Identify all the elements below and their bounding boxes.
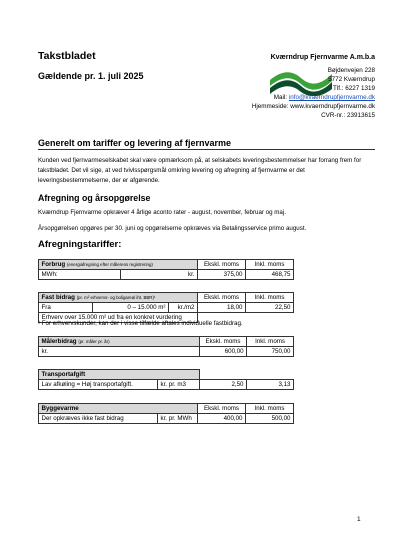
address-city: 5772 Kværndrup bbox=[328, 76, 375, 83]
billing-heading: Afregning og årsopgørelse bbox=[38, 193, 151, 203]
value-ex: 375,00 bbox=[198, 270, 246, 280]
forbrug-table bbox=[38, 259, 294, 280]
row-unit: kr. bbox=[121, 270, 198, 280]
row-label: Der opkræves ikke fast bidrag bbox=[39, 414, 158, 424]
company-logo bbox=[268, 64, 334, 96]
value-inc: 3,13 bbox=[247, 380, 294, 390]
row-unit: kr./m2 bbox=[169, 303, 198, 313]
row-erhverv: Erhverv over 15.000 m² ud fra en konkret vurdering bbox=[39, 313, 198, 323]
table-header-row bbox=[39, 293, 294, 303]
mail-label: Mail: bbox=[273, 94, 289, 101]
col-ex-header: Ekskl. moms bbox=[198, 404, 246, 414]
maaler-title-cell: Målerbidrag (pr. måler pr. år) bbox=[39, 337, 200, 347]
value-ex: 600,00 bbox=[199, 347, 246, 357]
value-ex: 400,00 bbox=[198, 414, 246, 424]
col-inc-header: Inkl. moms bbox=[246, 404, 294, 414]
tariffs-heading: Afregningstariffer: bbox=[38, 239, 122, 250]
value-inc: 22,50 bbox=[246, 303, 294, 313]
billing-text-2: Årsopgørelsen opgøres per 30. juni og opgørelserne opkræves via Betalingsservice primo august. bbox=[38, 225, 307, 232]
table-row bbox=[39, 414, 294, 424]
heading-divider bbox=[38, 149, 375, 150]
general-text: Kunden ved fjernvarmeselskabet skal være opmærksom på, at selskabets leveringsbestemmelser har forrang frem for takstbladet. Det vil sige, at ved tvivlsspørgsmål omkring levering og afregning af fjernvarme er det leveringsbestemmelserne, der er afgørende. bbox=[38, 157, 362, 184]
company-name: Kværndrup Fjernvarme A.m.b.a bbox=[270, 54, 375, 61]
col-inc-header: Inkl. moms bbox=[246, 260, 294, 270]
row-unit: kr. bbox=[39, 347, 200, 357]
phone-number: Tlf.: 6227 1319 bbox=[332, 85, 375, 92]
table-row bbox=[39, 270, 294, 280]
col-ex-header: Ekskl. moms bbox=[198, 260, 246, 270]
col-ex-header: Ekskl. moms bbox=[199, 337, 246, 347]
table-header-row bbox=[39, 404, 294, 414]
fast-title-cell: Fast bidrag (pr. m² erhvervs- og boligareal iht. BBR)¹ bbox=[39, 293, 198, 303]
value-inc: 468,75 bbox=[246, 270, 294, 280]
address-street: Bøjdenvejen 228 bbox=[327, 67, 375, 74]
byg-title-cell: Byggevarme bbox=[39, 404, 198, 414]
col-inc-header: Inkl. moms bbox=[246, 293, 294, 303]
page-subtitle: Gældende pr. 1. juli 2025 bbox=[38, 71, 144, 81]
value-ex: 18,00 bbox=[198, 303, 246, 313]
table-header-row bbox=[39, 260, 294, 270]
mail-link[interactable]: info@kvaerndrupfjernvarme.dk bbox=[288, 94, 375, 101]
table-row bbox=[39, 380, 294, 390]
row-label: Fra bbox=[39, 303, 93, 313]
billing-text-1: Kværndrup Fjernvarme opkræver 4 årlige aconto rater - august, november, februar og maj. bbox=[38, 209, 286, 216]
maaler-table bbox=[38, 336, 294, 357]
table-row bbox=[39, 347, 294, 357]
transport-table bbox=[38, 369, 294, 390]
table-header-row bbox=[39, 370, 294, 380]
row-unit: kr. pr. m3 bbox=[158, 380, 200, 390]
row-label: MWh: bbox=[39, 270, 121, 280]
byggevarme-table bbox=[38, 403, 294, 424]
cvr-number: CVR-nr.: 23913615 bbox=[321, 112, 375, 119]
website-line: Hjemmeside: www.kvaerndrupfjernvarme.dk bbox=[251, 103, 375, 110]
table-header-row bbox=[39, 337, 294, 347]
row-label: Lav afkøling = Høj transportafgift. bbox=[39, 380, 158, 390]
page-number: 1 bbox=[357, 516, 361, 523]
table-row bbox=[39, 303, 294, 313]
general-heading: Generelt om tariffer og levering af fjernvarme bbox=[38, 138, 232, 148]
page-title: Takstbladet bbox=[38, 50, 96, 62]
col-ex-header: Ekskl. moms bbox=[198, 293, 246, 303]
value-inc: 500,00 bbox=[246, 414, 294, 424]
value-inc: 750,00 bbox=[247, 347, 294, 357]
footnote: ¹ For erhvervskunder, kan der i visse tilfælde aftales individuelle fastbidrag. bbox=[38, 320, 243, 327]
value-ex: 2,50 bbox=[199, 380, 247, 390]
mail-line bbox=[274, 94, 375, 103]
fast-bidrag-table bbox=[38, 292, 294, 323]
row-range: 0 – 15.000 m² bbox=[93, 303, 169, 313]
row-unit: kr. pr. MWh bbox=[158, 414, 198, 424]
col-inc-header: Inkl. moms bbox=[247, 337, 294, 347]
forbrug-title-cell: Forbrug (energiafregning efter målerens registrering) bbox=[39, 260, 198, 270]
transport-title-cell: Transportafgift bbox=[39, 370, 200, 380]
